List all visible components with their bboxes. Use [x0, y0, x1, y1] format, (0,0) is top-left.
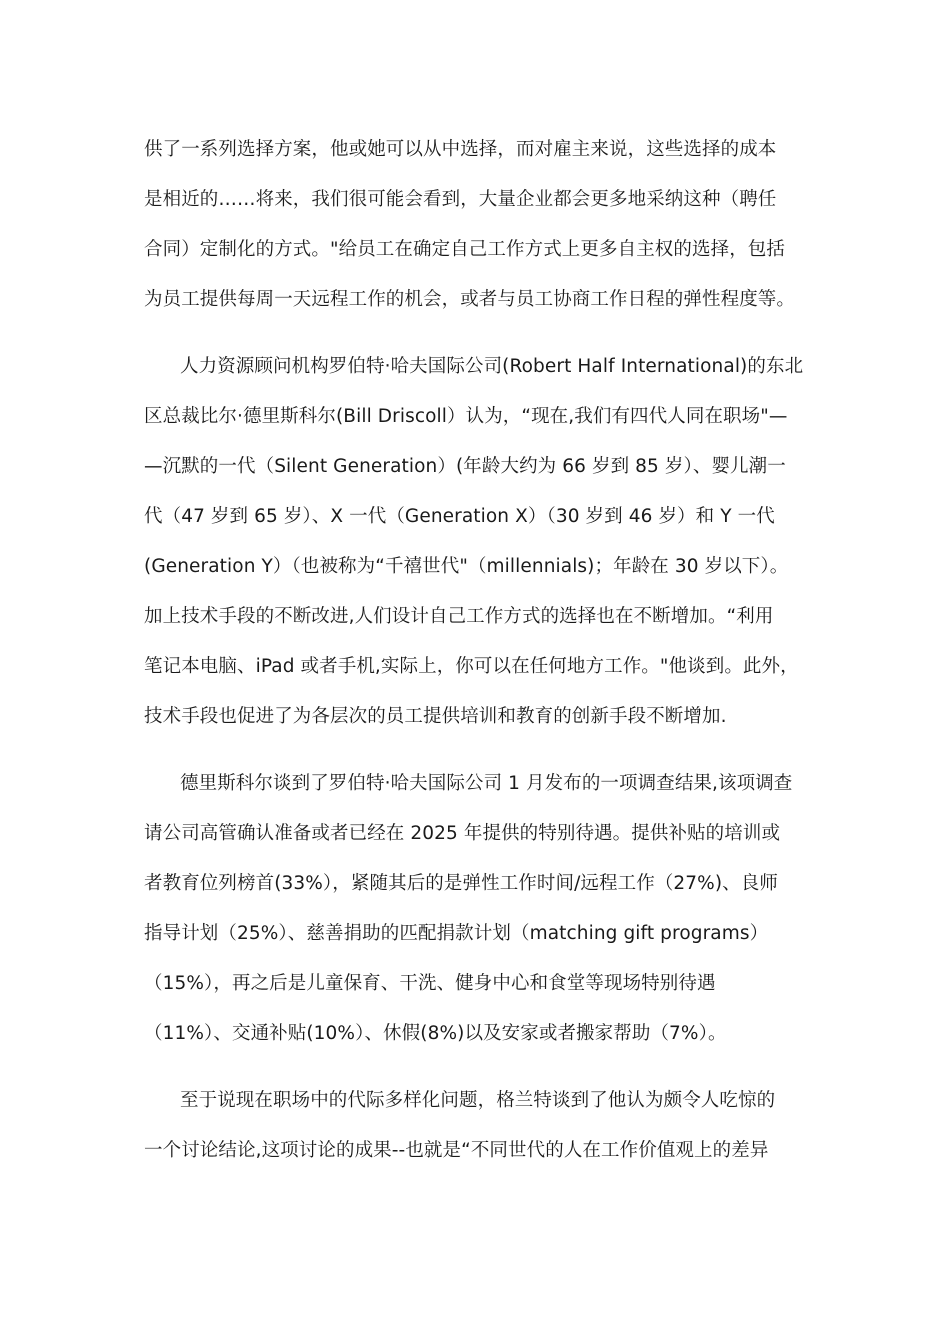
text-line: 请公司高管确认准备或者已经在 2025 年提供的特别待遇。提供补贴的培训或: [144, 823, 781, 844]
text-line: 加上技术手段的不断改进,人们设计自己工作方式的选择也在不断增加。“利用: [144, 606, 774, 627]
paragraph-2: [144, 342, 808, 742]
text-line: 供了一系列选择方案，他或她可以从中选择，而对雇主来说，这些选择的成本: [144, 139, 777, 160]
text-line: 技术手段也促进了为各层次的员工提供培训和教育的创新手段不断增加.: [144, 706, 727, 727]
text-line: 笔记本电脑、iPad 或者手机,实际上，你可以在任何地方工作。"他谈到。此外，: [144, 656, 799, 677]
text-line: 合同）定制化的方式。"给员工在确定自己工作方式上更多自主权的选择，包括: [144, 239, 786, 260]
text-line: 为员工提供每周一天远程工作的机会，或者与员工协商工作日程的弹性程度等。: [144, 289, 796, 310]
paragraph-3: [144, 759, 808, 1059]
paragraph-1: [144, 125, 808, 325]
text-line: —沉默的一代（Silent Generation）(年龄大约为 66 岁到 85 岁）、婴儿潮一: [144, 456, 786, 477]
document-page: [144, 125, 808, 1193]
text-line: 指导计划（25%）、慈善捐助的匹配捐款计划（matching gift programs）: [144, 923, 769, 944]
text-line: 一个讨论结论,这项讨论的成果--也就是“不同世代的人在工作价值观上的差异: [144, 1140, 769, 1161]
text-line: 代（47 岁到 65 岁）、X 一代（Generation X）（30 岁到 46 岁）和 Y 一代: [144, 506, 775, 527]
text-line: (Generation Y）（也被称为“千禧世代"（millennials)；年龄在 30 岁以下）。: [144, 556, 789, 577]
text-line: 是相近的……将来，我们很可能会看到，大量企业都会更多地采纳这种（聘任: [144, 189, 777, 210]
paragraph-4: [144, 1076, 808, 1176]
text-line: 者教育位列榜首(33%），紧随其后的是弹性工作时间/远程工作（27%)、良师: [144, 873, 778, 894]
text-line: 区总裁比尔·德里斯科尔(Bill Driscoll）认为，“现在,我们有四代人同在职场"—: [144, 406, 788, 427]
text-line: 至于说现在职场中的代际多样化问题，格兰特谈到了他认为颇令人吃惊的: [180, 1090, 776, 1111]
text-line: 德里斯科尔谈到了罗伯特·哈夫国际公司 1 月发布的一项调查结果,该项调查: [180, 773, 793, 794]
text-line: （15%），再之后是儿童保育、干洗、健身中心和食堂等现场特别待遇: [144, 973, 716, 994]
text-line: （11%）、交通补贴(10%）、休假(8%)以及安家或者搬家帮助（7%）。: [144, 1023, 727, 1044]
text-line: 人力资源顾问机构罗伯特·哈夫国际公司(Robert Half International)的东北: [180, 356, 804, 377]
